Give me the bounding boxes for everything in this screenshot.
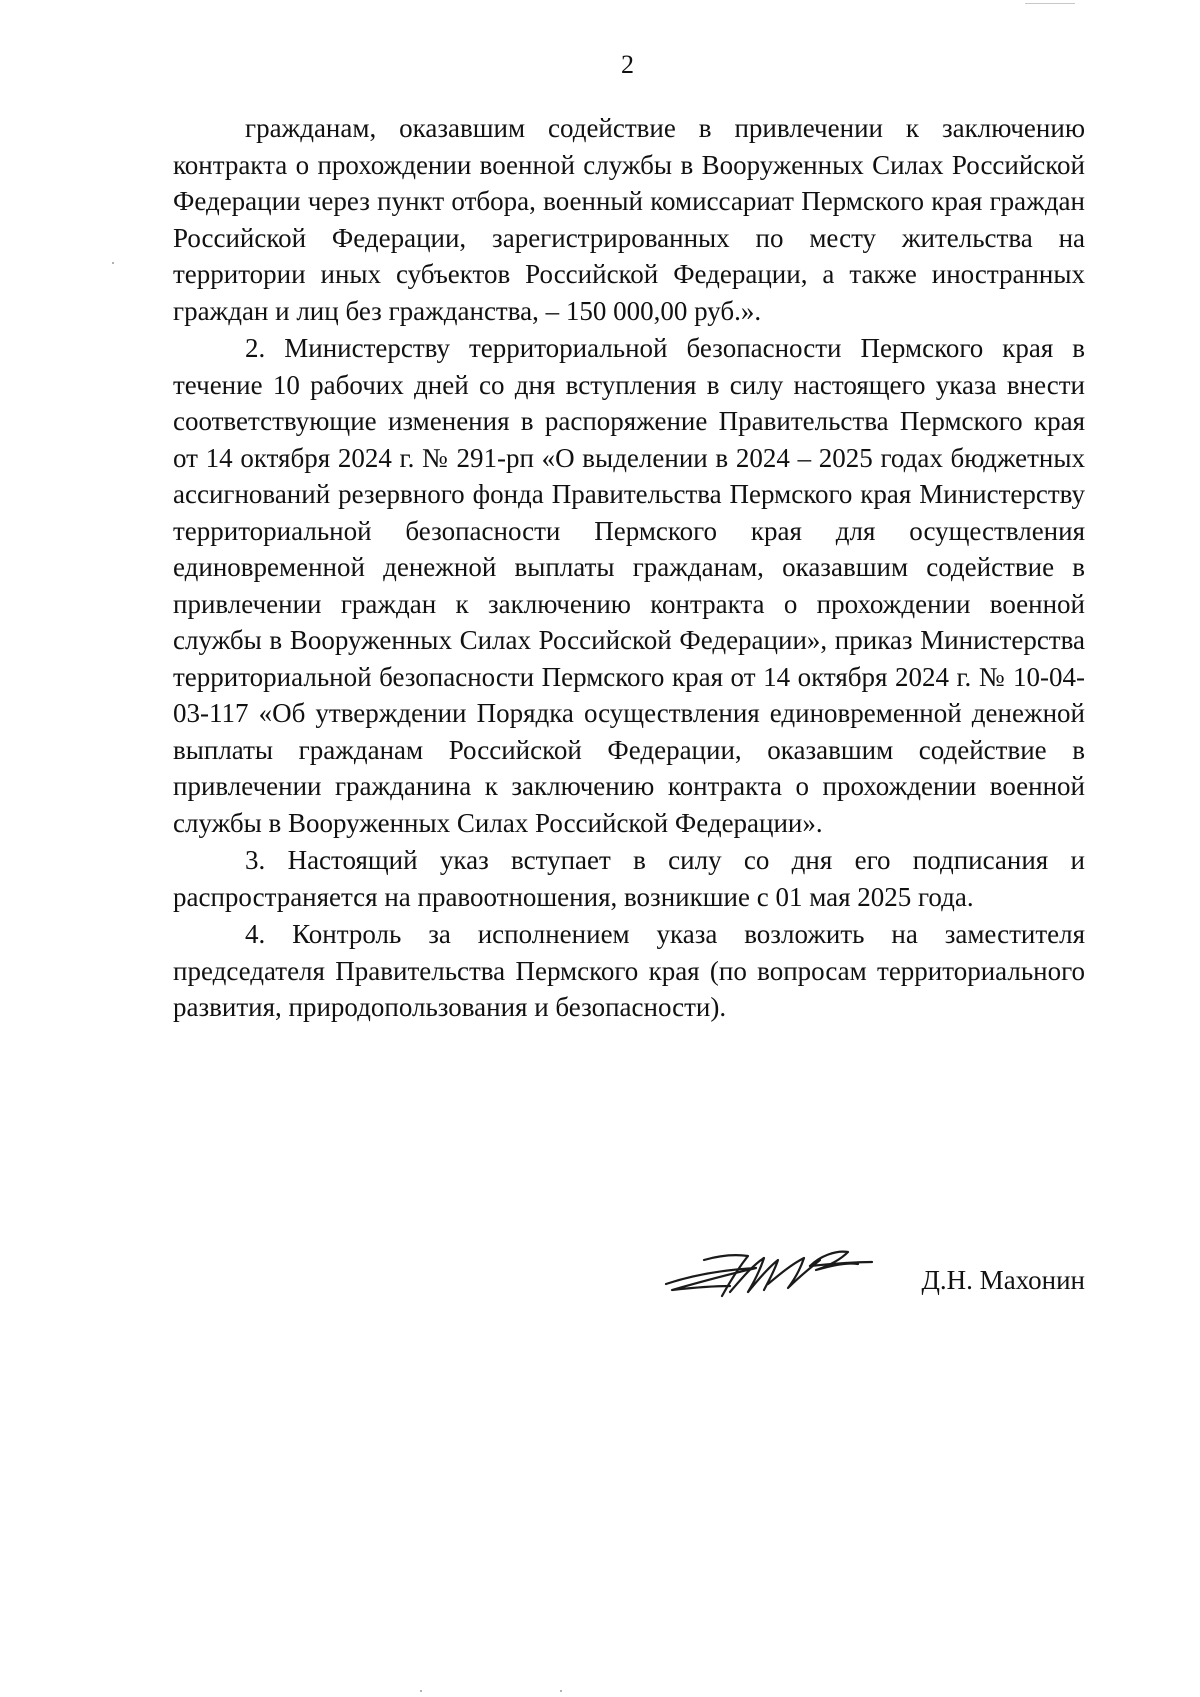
paragraph-item-2: 2. Министерству территориальной безопасности Пермского края в течение 10 рабочих дней со дня вступления в силу настоящего указа внести соответствующие изменения в распоряжение Правительства Пермского края от 14 октября 2024 г. № 291-рп «О выделении в 2024 – 2025 годах бюджетных ассигнований резервного фонда Правительства Пермского края Министерству территориальной безопасности Пермского края для осуществления единовременной денежной выплаты гражданам, оказавшим содействие в привлечении граждан к заключению контракта о прохождении военной службы в Вооруженных Силах Российской Федерации», приказ Министерства территориальной безопасности Пермского края от 14 октября 2024 г. № 10-04-03-117 «Об утверждении Порядка осуществления единовременной денежной выплаты гражданам Российской Федерации, оказавшим содействие в привлечении гражданина к заключению контракта о прохождении военной службы в Вооруженных Силах Российской Федерации». [173,333,1085,838]
signer-name: Д.Н. Махонин [921,1265,1085,1295]
page-number: 2 [621,50,634,79]
document-body [173,110,1085,1027]
handwritten-signature-icon [660,1240,875,1304]
scan-artifact-line [1025,3,1075,4]
paragraph-item-4: 4. Контроль за исполнением указа возложить на заместителя председателя Правительства Пермского края (по вопросам территориального развития, природопользования и безопасности). [173,919,1085,1022]
scan-artifact-dot [420,1690,422,1692]
paragraph-continuation: гражданам, оказавшим содействие в привлечении к заключению контракта о прохождении военной службы в Вооруженных Силах Российской Федерации через пункт отбора, военный комиссариат Пермского края граждан Российской Федерации, зарегистрированных по месту жительства на территории иных субъектов Российской Федерации, а также иностранных граждан и лиц без гражданства, – 150 000,00 руб.». [173,113,1085,326]
paragraph-item-3: 3. Настоящий указ вступает в силу со дня его подписания и распространяется на правоотношения, возникшие с 01 мая 2025 года. [173,845,1085,912]
signature-block [660,1240,1085,1320]
scan-artifact-dot [112,262,114,264]
scan-artifact-dot [560,1690,562,1692]
